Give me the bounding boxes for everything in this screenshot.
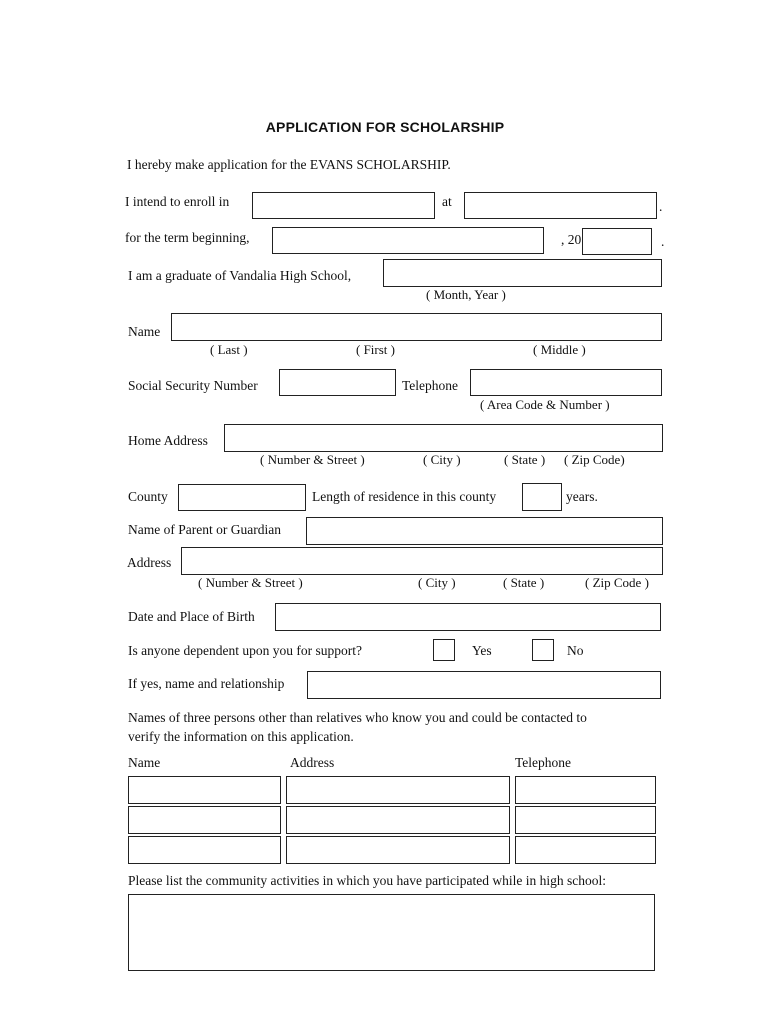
reference-3-name-input[interactable]	[128, 836, 281, 864]
name-label: Name	[128, 324, 161, 339]
relationship-input[interactable]	[307, 671, 661, 699]
name-last-hint: ( Last )	[210, 342, 248, 357]
county-input[interactable]	[178, 484, 306, 511]
reference-3-telephone-input[interactable]	[515, 836, 656, 864]
residence-years-suffix: years.	[566, 489, 598, 504]
term-year-prefix: , 20	[561, 232, 582, 247]
dependent-no-checkbox[interactable]	[532, 639, 554, 661]
birth-input[interactable]	[275, 603, 661, 631]
enroll-label: I intend to enroll in	[125, 194, 230, 209]
guardian-input[interactable]	[306, 517, 663, 545]
guardian-address-input[interactable]	[181, 547, 663, 575]
dependent-yes-label: Yes	[472, 643, 492, 658]
guardian-address-state-hint: ( State )	[503, 575, 545, 590]
telephone-input[interactable]	[470, 369, 662, 396]
home-address-street-hint: ( Number & Street )	[260, 452, 365, 467]
guardian-address-label: Address	[127, 555, 172, 570]
guardian-address-street-hint: ( Number & Street )	[198, 575, 303, 590]
dependent-yes-checkbox[interactable]	[433, 639, 455, 661]
references-col-name: Name	[128, 755, 161, 770]
home-address-input[interactable]	[224, 424, 663, 452]
references-col-address: Address	[290, 755, 335, 770]
birth-label: Date and Place of Birth	[128, 609, 255, 624]
term-label: for the term beginning,	[125, 230, 250, 245]
reference-2-telephone-input[interactable]	[515, 806, 656, 834]
references-col-telephone: Telephone	[515, 755, 572, 770]
form-title: APPLICATION FOR SCHOLARSHIP	[265, 119, 505, 135]
home-address-zip-hint: ( Zip Code)	[564, 452, 625, 467]
graduate-label: I am a graduate of Vandalia High School,	[128, 268, 352, 283]
activities-textarea[interactable]	[128, 894, 655, 971]
enroll-period: .	[659, 199, 663, 214]
name-first-hint: ( First )	[356, 342, 395, 357]
enroll-program-input[interactable]	[252, 192, 435, 219]
graduate-date-input[interactable]	[383, 259, 662, 287]
name-input[interactable]	[171, 313, 662, 341]
county-label: County	[128, 489, 168, 504]
home-address-label: Home Address	[128, 433, 208, 448]
references-intro-line2: verify the information on this application.	[128, 729, 354, 744]
activities-label: Please list the community activities in which you have participated while in high school:	[128, 873, 607, 888]
reference-1-address-input[interactable]	[286, 776, 510, 804]
reference-3-address-input[interactable]	[286, 836, 510, 864]
term-input[interactable]	[272, 227, 544, 254]
guardian-label: Name of Parent or Guardian	[128, 522, 281, 537]
reference-2-name-input[interactable]	[128, 806, 281, 834]
ssn-label: Social Security Number	[128, 378, 258, 393]
dependent-no-label: No	[567, 643, 584, 658]
term-year-input[interactable]	[582, 228, 652, 255]
telephone-hint: ( Area Code & Number )	[480, 397, 610, 412]
name-middle-hint: ( Middle )	[533, 342, 586, 357]
reference-2-address-input[interactable]	[286, 806, 510, 834]
residence-label: Length of residence in this county	[312, 489, 497, 504]
intro-text: I hereby make application for the EVANS SCHOLARSHIP.	[127, 157, 451, 172]
enroll-at-label: at	[442, 194, 452, 209]
dependent-label: Is anyone dependent upon you for support?	[128, 643, 362, 658]
reference-1-name-input[interactable]	[128, 776, 281, 804]
residence-years-input[interactable]	[522, 483, 562, 511]
reference-1-telephone-input[interactable]	[515, 776, 656, 804]
relationship-label: If yes, name and relationship	[128, 676, 285, 691]
enroll-school-input[interactable]	[464, 192, 657, 219]
telephone-label: Telephone	[402, 378, 459, 393]
references-intro-line1: Names of three persons other than relatives who know you and could be contacted to	[128, 710, 587, 725]
guardian-address-city-hint: ( City )	[418, 575, 456, 590]
graduate-hint: ( Month, Year )	[426, 287, 506, 302]
term-period: .	[661, 234, 665, 249]
ssn-input[interactable]	[279, 369, 396, 396]
home-address-city-hint: ( City )	[423, 452, 461, 467]
guardian-address-zip-hint: ( Zip Code )	[585, 575, 649, 590]
home-address-state-hint: ( State )	[504, 452, 546, 467]
